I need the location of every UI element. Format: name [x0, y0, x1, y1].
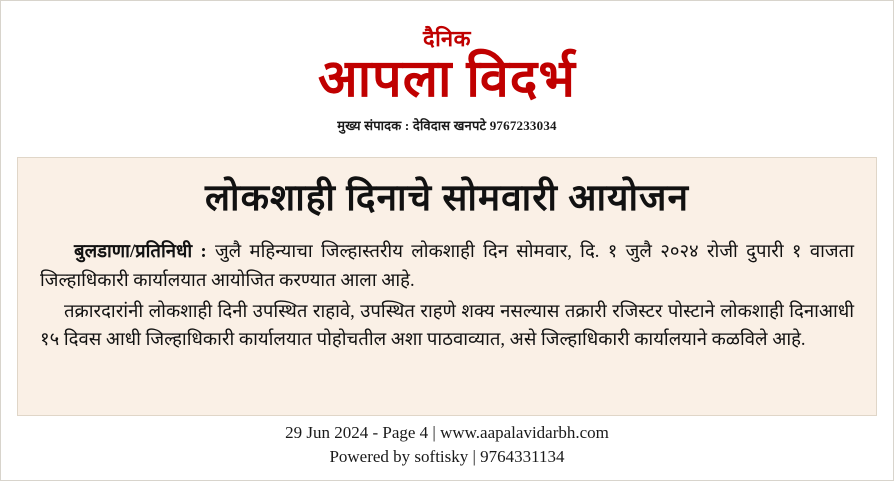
footer-powered-line: Powered by softisky | 9764331134 — [329, 447, 565, 467]
article-paragraph-1 — [40, 238, 854, 295]
masthead-title: आपला विदर्भ — [318, 51, 576, 109]
article-paragraph-1-text: जुलै महिन्याचा जिल्हास्तरीय लोकशाही दिन सोमवार, दि. १ जुलै २०२४ रोजी दुपारी १ वाजता जिल्हाधिकारी कार्यालयात आयोजित करण्यात आला आहे. — [40, 242, 854, 291]
article-dateline: बुलडाणा/प्रतिनिधी : — [74, 242, 207, 263]
footer-source-line: 29 Jun 2024 - Page 4 | www.aapalavidarbh.com — [285, 422, 609, 442]
article-body — [40, 238, 854, 355]
masthead-kicker: दैनिक — [423, 26, 471, 51]
masthead-editor-line: मुख्य संपादक : देविदास खनपटे 9767233034 — [337, 117, 557, 133]
article-paragraph-2: तक्रारदारांनी लोकशाही दिनी उपस्थित राहावे, उपस्थित राहणे शक्य नसल्यास तक्रारी रजिस्टर पोस्टाने लोकशाही दिनाआधी १५ दिवस आधी जिल्हाधिकारी कार्यालयात पोहोचतील अशा पाठवाव्यात, असे जिल्हाधिकारी कार्यालयाने कळविले आहे. — [40, 301, 854, 351]
footer — [1, 421, 893, 470]
masthead — [1, 1, 893, 134]
article-headline: लोकशाही दिनाचे सोमवारी आयोजन — [204, 178, 690, 219]
article-clipping — [17, 157, 877, 416]
